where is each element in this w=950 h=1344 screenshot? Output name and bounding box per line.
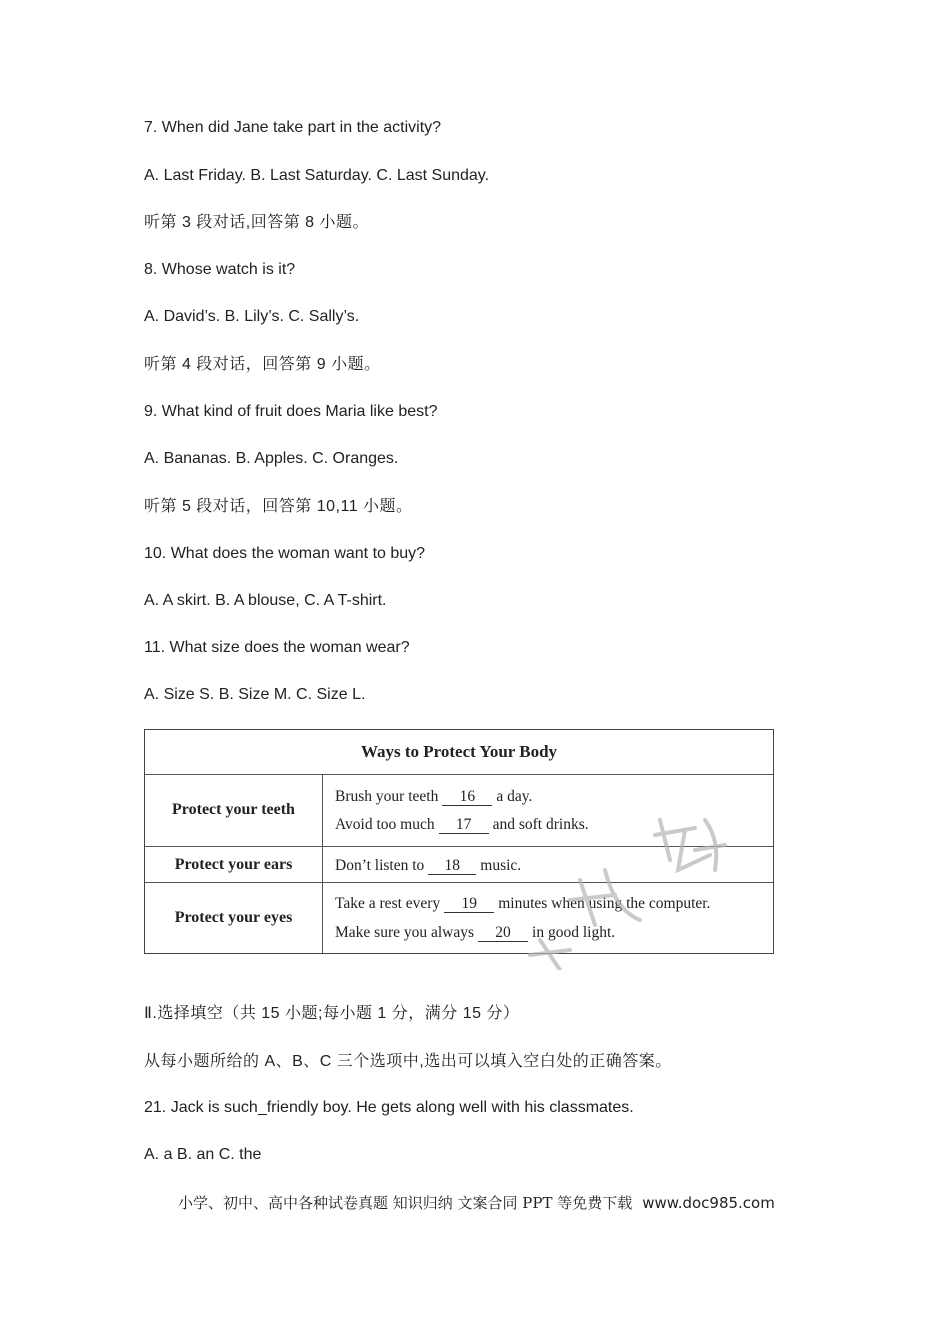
question-10-options: A. A skirt. B. A blouse, C. A T-shirt. (144, 592, 387, 609)
blank-18: 18 (428, 858, 476, 875)
table-row (145, 883, 773, 953)
row-content (335, 774, 765, 846)
line-text: Make sure you always (335, 924, 475, 941)
table-line (335, 857, 521, 875)
table-title: Ways to Protect Your Body (145, 730, 773, 775)
line-text: minutes when using the computer. (498, 895, 711, 912)
row-label: Protect your eyes (145, 883, 323, 953)
line-text: Brush your teeth (335, 788, 439, 805)
line-text: music. (480, 857, 522, 874)
table-row (145, 847, 773, 883)
line-text: in good light. (532, 924, 616, 941)
footer-url: www.doc985.com (642, 1194, 775, 1212)
question-7-options: A. Last Friday. B. Last Saturday. C. Last Sunday. (144, 167, 490, 184)
row-label: Protect your teeth (145, 774, 323, 846)
table-line (335, 816, 589, 834)
row-label: Protect your ears (145, 847, 323, 882)
line-text: Take a rest every (335, 895, 441, 912)
section-2-instruction: 从每小题所给的 A、B、C 三个选项中,选出可以填入空白处的正确答案。 (144, 1053, 672, 1070)
table-line (335, 788, 532, 806)
page-footer (178, 1192, 775, 1213)
blank-17: 17 (439, 817, 489, 834)
question-11-options: A. Size S. B. Size M. C. Size L. (144, 686, 366, 703)
question-9-options: A. Bananas. B. Apples. C. Oranges. (144, 450, 399, 467)
question-21: 21. Jack is such_friendly boy. He gets along well with his classmates. (144, 1099, 634, 1116)
line-text: Don’t listen to (335, 857, 425, 874)
table-line (335, 895, 710, 913)
blank-20: 20 (478, 925, 528, 942)
question-10: 10. What does the woman want to buy? (144, 545, 426, 562)
dialog-4-instruction: 听第 4 段对话，回答第 9 小题。 (144, 356, 381, 373)
question-21-options: A. a B. an C. the (144, 1146, 262, 1163)
table-row (145, 774, 773, 847)
line-text: and soft drinks. (492, 816, 589, 833)
row-content (335, 847, 765, 882)
footer-text: 小学、初中、高中各种试卷真题 知识归纳 文案合同 PPT 等免费下载 (178, 1194, 633, 1212)
question-9: 9. What kind of fruit does Maria like best? (144, 403, 438, 420)
section-2-heading: Ⅱ.选择填空（共 15 小题;每小题 1 分，满分 15 分） (144, 1005, 520, 1022)
blank-19: 19 (444, 896, 494, 913)
question-8-options: A. David’s. B. Lily’s. C. Sally’s. (144, 308, 360, 325)
question-11: 11. What size does the woman wear? (144, 639, 410, 656)
line-text: a day. (496, 788, 533, 805)
blank-16: 16 (442, 789, 492, 806)
question-7: 7. When did Jane take part in the activity? (144, 119, 442, 136)
question-8: 8. Whose watch is it? (144, 261, 296, 278)
line-text: Avoid too much (335, 816, 435, 833)
row-content (335, 883, 765, 953)
table-line (335, 924, 615, 942)
protect-body-table (144, 729, 774, 954)
dialog-5-instruction: 听第 5 段对话，回答第 10,11 小题。 (144, 498, 413, 515)
dialog-3-instruction: 听第 3 段对话,回答第 8 小题。 (144, 214, 370, 231)
